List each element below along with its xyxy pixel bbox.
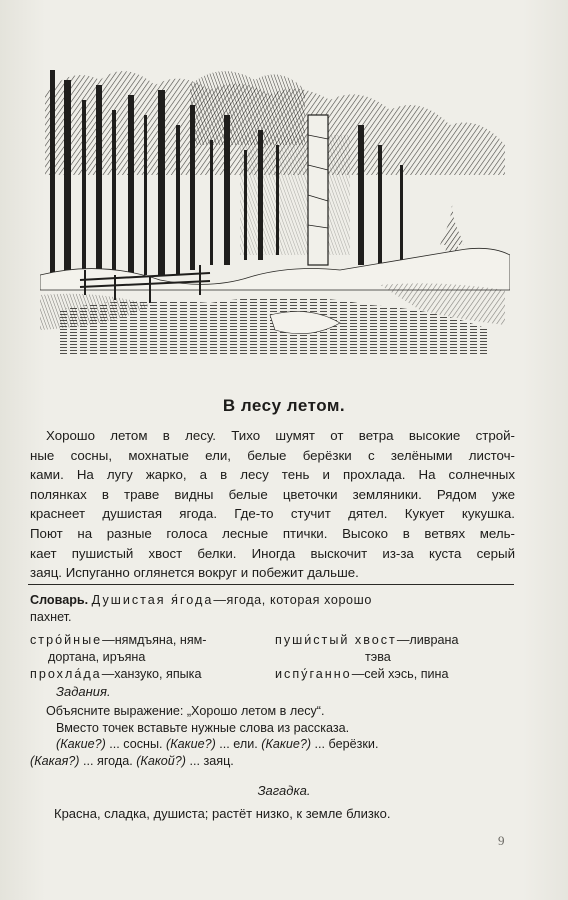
vocab-entry xyxy=(30,592,515,609)
story-text xyxy=(30,426,515,583)
task-fill-line xyxy=(30,736,520,753)
task-question: (Какой?) xyxy=(136,753,186,768)
forest-illustration xyxy=(40,55,510,360)
tasks-heading: Задания. xyxy=(56,684,111,699)
story-line: Хорошо летом в лесу. Тихо шумят от ветра высокие строй- xyxy=(46,428,515,443)
vocab-definition-cont: тэва xyxy=(365,650,391,664)
vocab-heading: Словарь. xyxy=(30,593,89,607)
task-text: ... сосны. xyxy=(105,737,167,751)
story-line: кает пушистый хвост белки. Иногда выскочит из-за куста серый xyxy=(30,545,515,561)
story-line: краснеет душистая ягода. Где-то стучит дятел. Кукует кукушка. xyxy=(30,506,515,522)
vocabulary-section xyxy=(30,592,515,683)
vocab-entry xyxy=(30,632,515,649)
task-text: ... ягода. xyxy=(79,753,137,768)
task-question: (Какие?) xyxy=(56,737,106,751)
vocab-term: стро́йные xyxy=(30,633,103,647)
vocab-entry xyxy=(30,666,515,683)
vocab-definition: —ягода, которая хорошо xyxy=(213,593,372,607)
vocab-term: прохла́да xyxy=(30,667,102,681)
task-text: ... берёзки. xyxy=(311,737,379,751)
task-text: ... ели. xyxy=(215,737,262,751)
task-question: (Какая?) xyxy=(30,753,80,768)
story-line: полянках в траве видны белые цветочки земляники. Рядом уже xyxy=(30,486,515,502)
page-number: 9 xyxy=(498,833,505,848)
story-line: заяц. Испуганно оглянется вокруг и побежит дальше. xyxy=(30,565,359,581)
task-line: Объясните выражение: „Хорошо летом в лесу“. xyxy=(46,704,325,718)
section-divider xyxy=(28,584,514,585)
task-line: Вместо точек вставьте нужные слова из рассказа. xyxy=(56,720,350,735)
story-line: ные сосны, мохнатые ели, белые берёзки с зелёными листоч- xyxy=(30,447,515,463)
task-question: (Какие?) xyxy=(166,737,216,751)
task-question: (Какие?) xyxy=(261,737,312,751)
vocab-entry-cont xyxy=(30,649,515,666)
story-title: В лесу летом. xyxy=(222,396,346,415)
riddle-heading: Загадка. xyxy=(257,783,311,798)
vocab-definition: —сей хэсь, пина xyxy=(351,667,449,681)
vocab-definition: —нямдъяна, ням- xyxy=(102,633,207,647)
task-fill-line xyxy=(30,753,520,770)
vocab-definition: —ливрана xyxy=(396,633,459,647)
story-line: ками. На лугу жарко, а в лесу тень и прохлада. На солнечных xyxy=(30,467,515,483)
riddle-text: Красна, сладка, душиста; растёт низко, к земле близко. xyxy=(54,806,391,821)
vocab-term: испу́ганно xyxy=(275,667,352,681)
vocab-entry-cont xyxy=(30,609,515,626)
vocab-definition: —ханзуко, япыка xyxy=(101,667,202,681)
vocab-definition-cont: пахнет. xyxy=(30,610,72,624)
vocab-term: пуши́стый хвост xyxy=(275,633,397,647)
vocab-definition-cont: дортана, иръяна xyxy=(48,650,146,664)
task-text: ... заяц. xyxy=(186,753,234,768)
story-line: Поют на разные голоса лесные птички. Высоко в ветвях мель- xyxy=(30,525,515,541)
vocab-term: Душистая я́года xyxy=(91,593,214,607)
tasks-section xyxy=(30,703,520,769)
